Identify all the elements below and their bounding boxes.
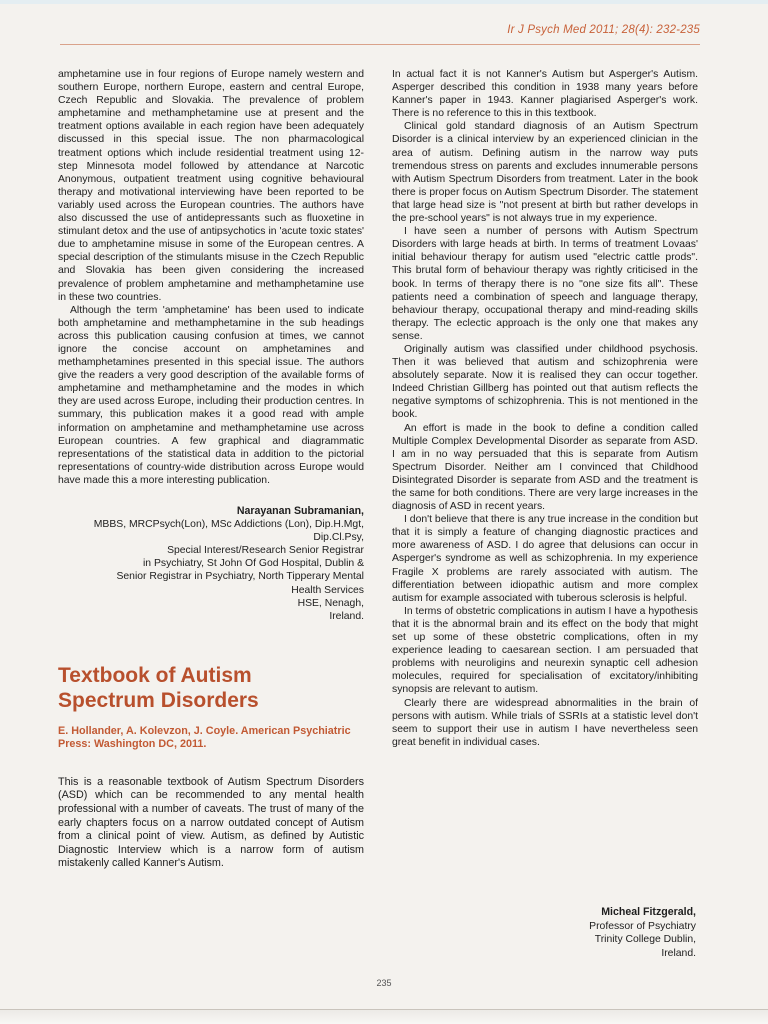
credential-line: Ireland. xyxy=(661,947,696,959)
review-body xyxy=(58,776,364,871)
book-title-line: Spectrum Disorders xyxy=(58,688,259,712)
book-authors: E. Hollander, A. Kolevzon, J. Coyle. American Psychiatric Press: Washington DC, 2011. xyxy=(58,724,351,751)
paragraph: I don't believe that there is any true increase in the condition but that it is simply a feature of changing diagnostic practices and more awareness of ASD. I do agree that delusions can occur in Asperger's syndrome as well as schizophrenia. In my experience Fragile X problems are rarely associated with autism. The differentiation between idiopathic autism and more complex autism for example associated with tuberous sclerosis is helpful. xyxy=(392,514,698,604)
scan-top-edge xyxy=(0,0,768,4)
header-rule xyxy=(60,44,700,45)
reviewer-signature xyxy=(58,505,364,623)
paragraph: Although the term 'amphetamine' has been used to indicate both amphetamine and methamphetamine in the sub headings across this publication causing confusion at times, we cannot ignore the concise account on amphetamines and methamphetamines presented in this special issue. The authors give the readers a very good description of the available forms of amphetamine and methamphetamine and the modes in which they are used across Europe, including their production centres. In summary, this publication makes it a good read with ample information on amphetamine and methamphetamine use across European countries. A few graphical and diagrammatic representations of the statistical data in addition to the pictorial representations of country-wide distribution across Europe would have made this a more interesting publication. xyxy=(58,304,364,486)
credential-line: Dip.Cl.Psy, xyxy=(313,532,364,544)
scan-bottom-edge xyxy=(0,1009,768,1024)
credential-line: MBBS, MRCPsych(Lon), MSc Addictions (Lon), Dip.H.Mgt, xyxy=(93,519,364,531)
paragraph: This is a reasonable textbook of Autism Spectrum Disorders (ASD) which can be recommended to any mental health professional with a number of caveats. The trust of many of the early chapters focus on a narrow outdated concept of Autism from a clinical point of view. Autism, as defined by Autistic Diagnostic Interview which is a narrow form of autism mistakenly called Kanner's Autism. xyxy=(58,775,364,870)
book-title xyxy=(58,663,364,713)
paragraph: In actual fact it is not Kanner's Autism but Asperger's Autism. Asperger described this condition in 1938 many years before Kanner's paper in 1943. Kanner plagiarised Asperger's work. There is no reference to this in this textbook. xyxy=(392,69,698,120)
credential-line: Trinity College Dublin, xyxy=(594,934,696,946)
paragraph: Clinical gold standard diagnosis of an Autism Spectrum Disorder is a clinical interview by an experienced clinician in the area of autism. Defining autism in the narrow way puts tremendous stress on parents and excludes innumerable persons with Autism Spectrum Disorders from treatment. Later in the book there is proper focus on Autism Spectrum Disorder. The statement that large head size is "not present at birth but rather develops in the pre-school years" is not always true in my experience. xyxy=(392,121,698,225)
credential-line: in Psychiatry, St John Of God Hospital, Dublin & xyxy=(143,558,364,570)
book-title-line: Textbook of Autism xyxy=(58,663,252,687)
page-number: 235 xyxy=(376,978,392,988)
paragraph: Clearly there are widespread abnormalities in the brain of persons with autism. While trials of SSRIs at a statistic level don't seem to support their use in autism I have nevertheless seen great benefit in individual cases. xyxy=(392,697,698,748)
paragraph: amphetamine use in four regions of Europe namely western and southern Europe, northern Europe, eastern and central Europe, Czech Republic and Slovakia. The prevalence of problem amphetamine and methamphetamine use at present and the treatment options available in each region have been adequately discussed in this special issue. The non pharmacological treatment options which include residential treatment using 12-step Minnesota model followed by attendance at Narcotic Anonymous, outpatient treatment using cognitive behavioural therapy and motivational interviewing have been reported to be variably used across the European countries. The authors have also discussed the use of antidepressants such as fluoxetine in stimulant detox and the use of antipsychotics in 'acute toxic states' due to amphetamine misuse in some of the European centres. A special description of the stimulants misuse in the Czech Republic and Slovakia has been given considering the increased prevalence of problem amphetamine and methamphetamine use in these two countries. xyxy=(58,69,364,303)
right-column xyxy=(392,68,698,749)
left-column xyxy=(58,68,364,871)
credential-line: Ireland. xyxy=(329,610,364,622)
paragraph: In terms of obstetric complications in autism I have a hypothesis that it is the abnormal brain and its effect on the body that might set up some of these obstetric complications, often in my experience leading to caesarean section. I am persuaded that problems with neuroligins and neurexin synaptic cell adhesion molecules, required for specialisation of excitatory/inhibiting synopsis are relevant to autism. xyxy=(392,605,698,696)
credential-line: HSE, Nenagh, xyxy=(297,597,364,609)
credential-line: Health Services xyxy=(291,584,364,596)
paragraph: Originally autism was classified under childhood psychosis. Then it was believed that autism and schizophrenia were absolutely separate. Now it is realised they can occur together. Indeed Christian Gillberg has pointed out that autism reflects the negative symptoms of schizophrenia. This is not mentioned in the book. xyxy=(392,343,698,421)
credential-line: Special Interest/Research Senior Registrar xyxy=(167,545,364,557)
credential-line: Senior Registrar in Psychiatry, North Tipperary Mental xyxy=(116,571,364,583)
reviewer-name: Micheal Fitzgerald, xyxy=(601,906,696,918)
credential-line: Professor of Psychiatry xyxy=(589,920,696,932)
reviewer-name: Narayanan Subramanian, xyxy=(236,505,364,517)
journal-reference: Ir J Psych Med 2011; 28(4): 232-235 xyxy=(507,24,700,36)
paragraph: I have seen a number of persons with Autism Spectrum Disorders with large heads at birth. In terms of treatment Lovaas' initial behaviour therapy for autism used "electric cattle prods". This brutal form of behaviour therapy was rightly criticised in the book. In terms of therapy there is no "one size fits all". These patients need a combination of speech and language therapy, behaviour therapy, occupational therapy and mind-reading skills therapy. The eclectic approach is the only one that makes any sense. xyxy=(392,226,698,342)
paragraph: An effort is made in the book to define a condition called Multiple Complex Developmental Disorder as separate from ASD. I am in no way persuaded that this is separate from Autism Spectrum Disorder. Neither am I convinced that Childhood Disintegrated Disorder is separate from ASD and the treatment is the same for both conditions. There are very large increases in the diagnosis of ASD in recent years. xyxy=(392,422,698,513)
reviewer-signature xyxy=(589,906,696,960)
